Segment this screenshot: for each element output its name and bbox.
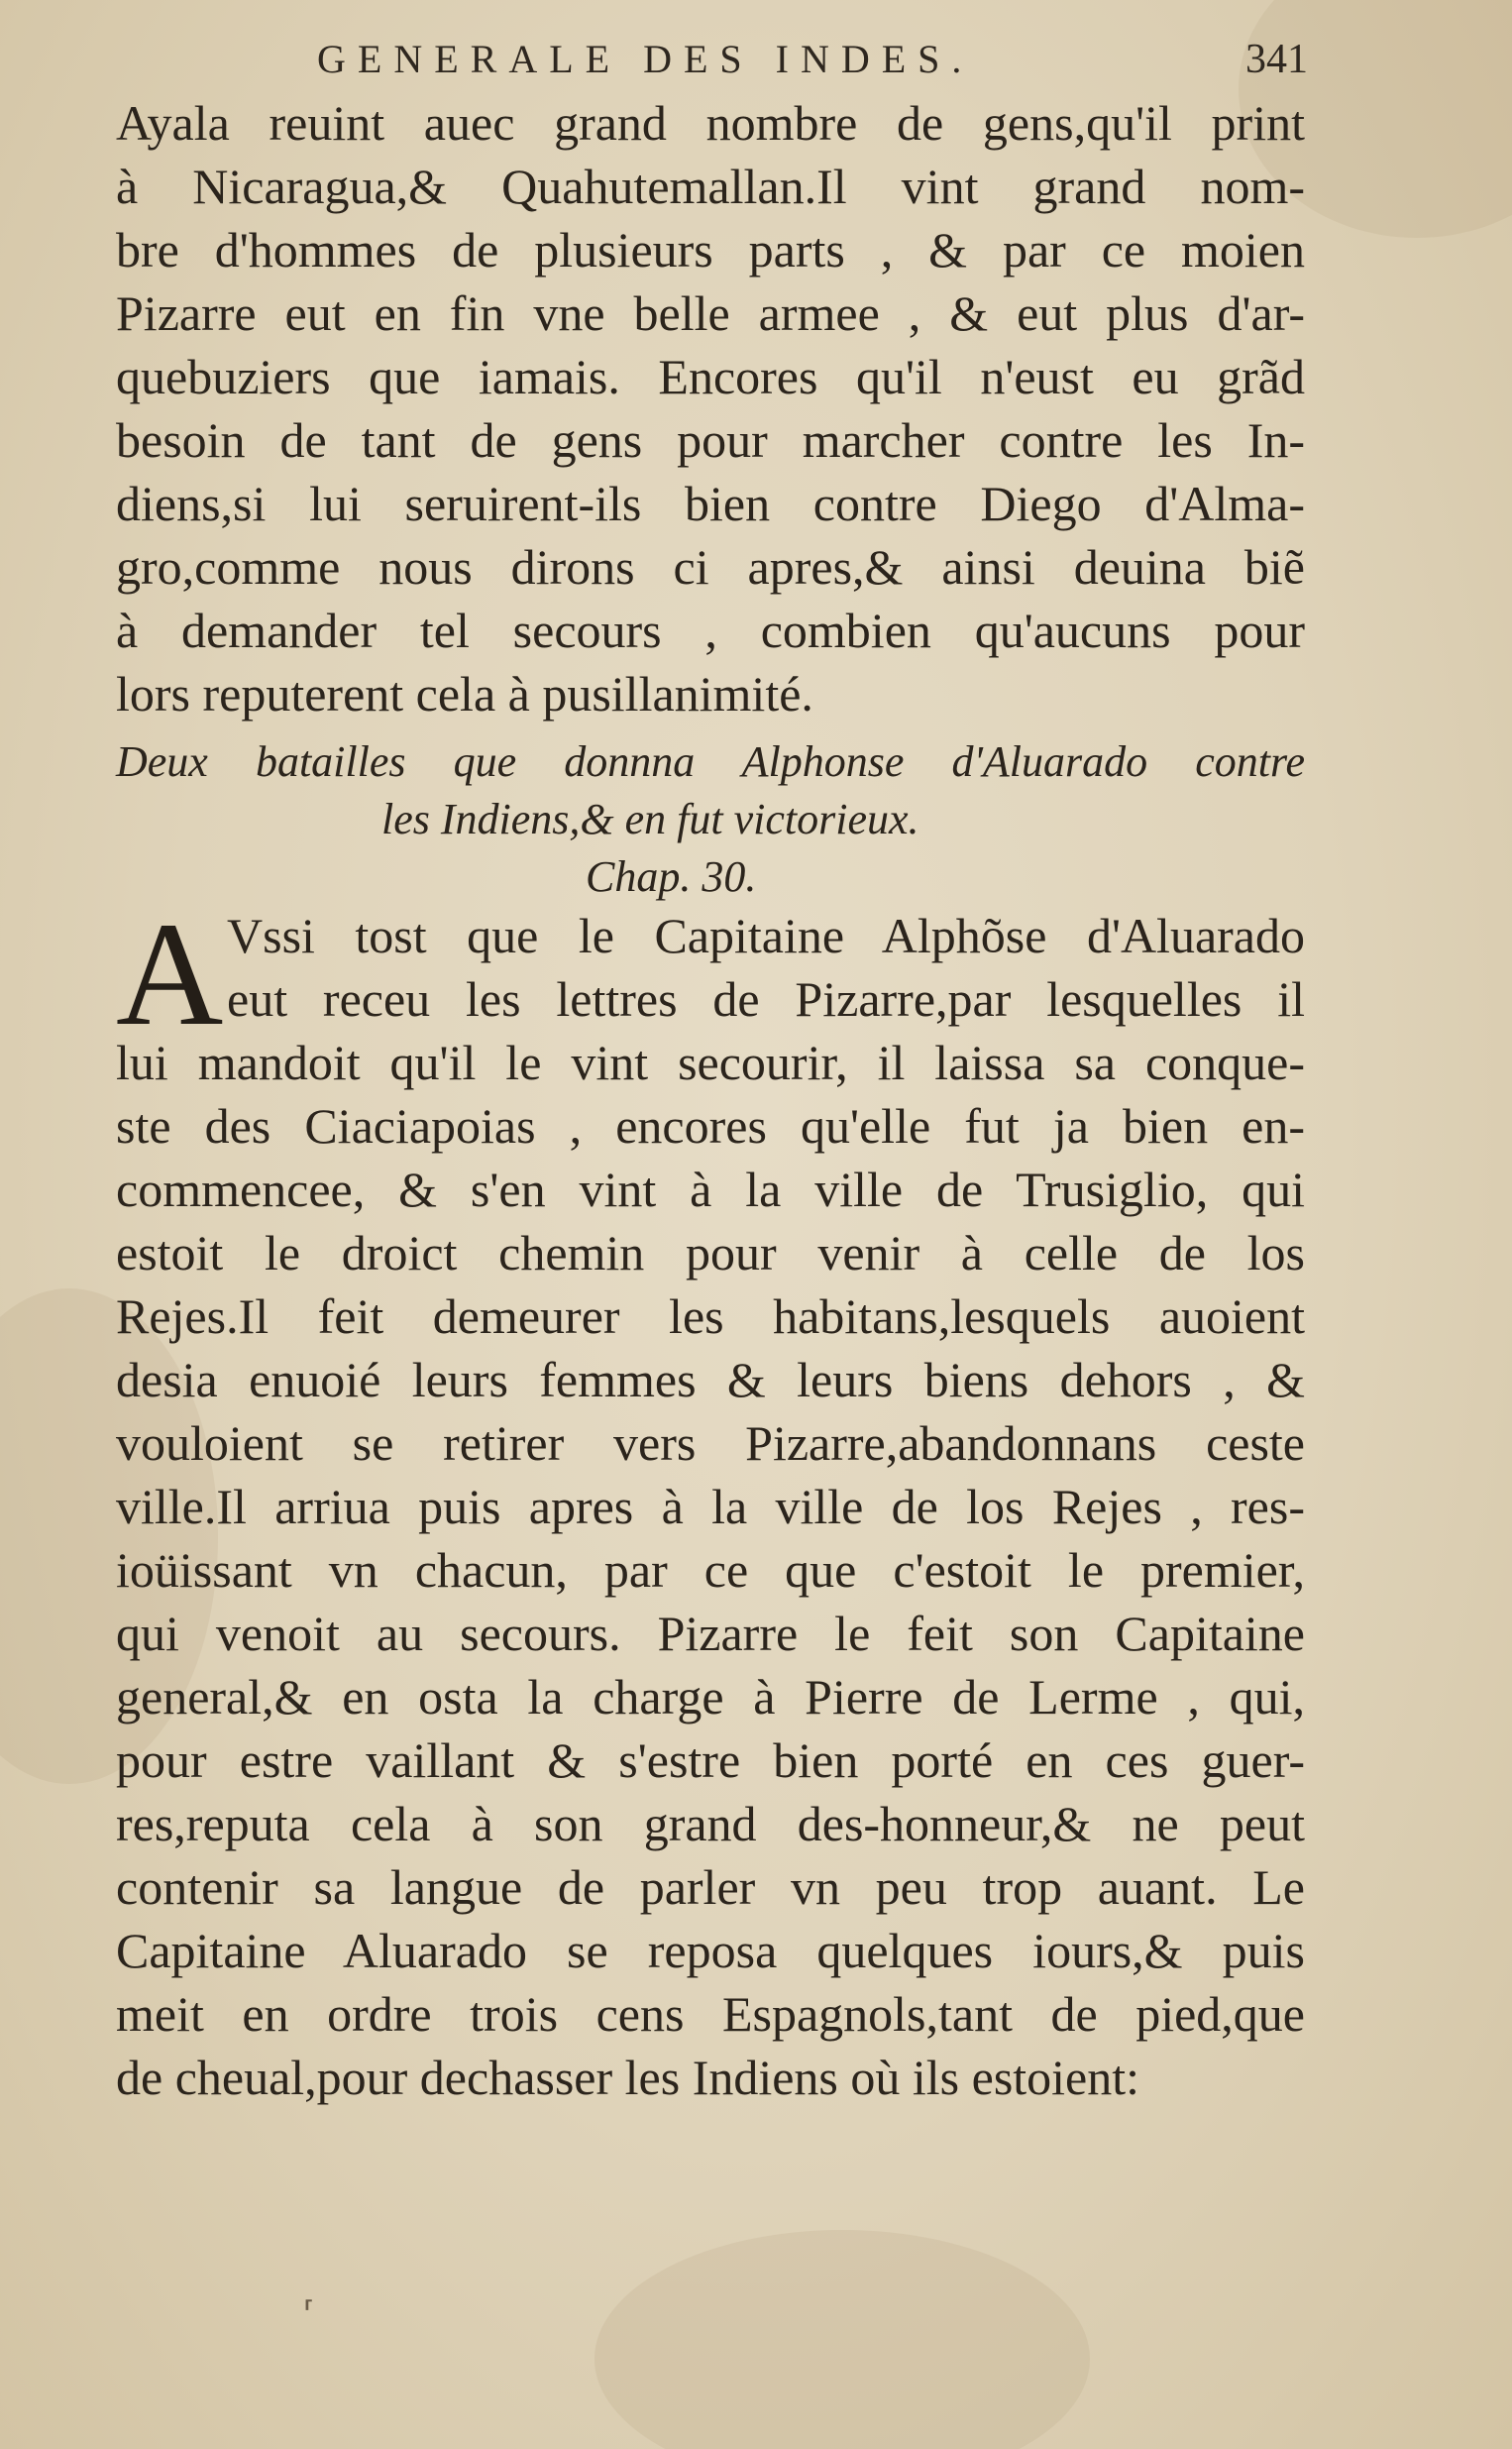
text-line: pour estre vaillant & s'estre bien porté en ces guer-: [116, 1732, 1305, 1788]
text-line: commencee, & s'en vint à la ville de Trusiglio, qui: [116, 1162, 1305, 1217]
text-line: ville.Il arriua puis apres à la ville de los Rejes , res-: [116, 1479, 1305, 1534]
text-line: lui mandoit qu'il le vint secourir, il laissa sa conque-: [116, 1035, 1305, 1090]
text-line: vouloient se retirer vers Pizarre,abandonnans ceste: [116, 1415, 1305, 1471]
text-line: Pizarre eut en fin vne belle armee , & eut plus d'ar-: [116, 285, 1305, 341]
text-line: eut receu les lettres de Pizarre,par lesquelles il: [227, 971, 1305, 1027]
text-line: Ayala reuint auec grand nombre de gens,qu'il print: [116, 95, 1305, 151]
text-line: general,& en osta la charge à Pierre de Lerme , qui,: [116, 1669, 1305, 1725]
text-line: diens,si lui seruirent-ils bien contre Diego d'Alma-: [116, 476, 1305, 531]
ink-speck: ⸢: [303, 2296, 315, 2329]
text-line: res,reputa cela à son grand des-honneur,& ne peut: [116, 1796, 1305, 1851]
paragraph-continuation: [116, 91, 1305, 906]
text-line: gro,comme nous dirons ci apres,& ainsi deuina biẽ: [116, 539, 1305, 595]
text-line: lors reputerent cela à pusillanimité.: [116, 666, 813, 722]
text-line: qui venoit au secours. Pizarre le feit son Capitaine: [116, 1606, 1305, 1661]
text-line: de cheual,pour dechasser les Indiens où ils estoient:: [116, 2050, 1140, 2105]
text-line: besoin de tant de gens pour marcher contre les In-: [116, 412, 1305, 468]
chapter-paragraph: [116, 892, 1305, 2109]
text-line: Rejes.Il feit demeurer les habitans,lesquels auoient: [116, 1288, 1305, 1344]
running-title: GENERALE DES INDES.: [317, 37, 974, 81]
text-line: à Nicaragua,& Quahutemallan.Il vint grand nom-: [116, 159, 1305, 214]
chapter-number: Chap. 30.: [586, 852, 757, 901]
text-line: contenir sa langue de parler vn peu trop auant. Le: [116, 1859, 1305, 1915]
text-line: à demander tel secours , combien qu'aucuns pour: [116, 603, 1305, 658]
text-line: quebuziers que iamais. Encores qu'il n'eust eu grãd: [116, 349, 1305, 404]
text-line: Capitaine Aluarado se reposa quelques iours,& puis: [116, 1923, 1305, 1978]
running-head: [119, 36, 1308, 95]
drop-cap: A: [116, 892, 224, 1057]
paper-stain: [594, 2230, 1090, 2449]
text-line: ioüissant vn chacun, par ce que c'estoit le premier,: [116, 1542, 1305, 1598]
text-line: desia enuoié leurs femmes & leurs biens dehors , &: [116, 1352, 1305, 1407]
chapter-heading-line: les Indiens,& en fut victorieux.: [381, 795, 919, 843]
text-line: Vssi tost que le Capitaine Alphõse d'Aluarado: [227, 908, 1305, 963]
text-line: ste des Ciaciapoias , encores qu'elle fut ja bien en-: [116, 1098, 1305, 1154]
text-line: bre d'hommes de plusieurs parts , & par ce moien: [116, 222, 1305, 278]
chapter-heading-line: Deux batailles que donnna Alphonse d'Aluarado contre: [116, 737, 1305, 786]
text-line: estoit le droict chemin pour venir à celle de los: [116, 1225, 1305, 1280]
text-line: meit en ordre trois cens Espagnols,tant de pied,que: [116, 1986, 1305, 2042]
page-number: 341: [1245, 37, 1308, 82]
